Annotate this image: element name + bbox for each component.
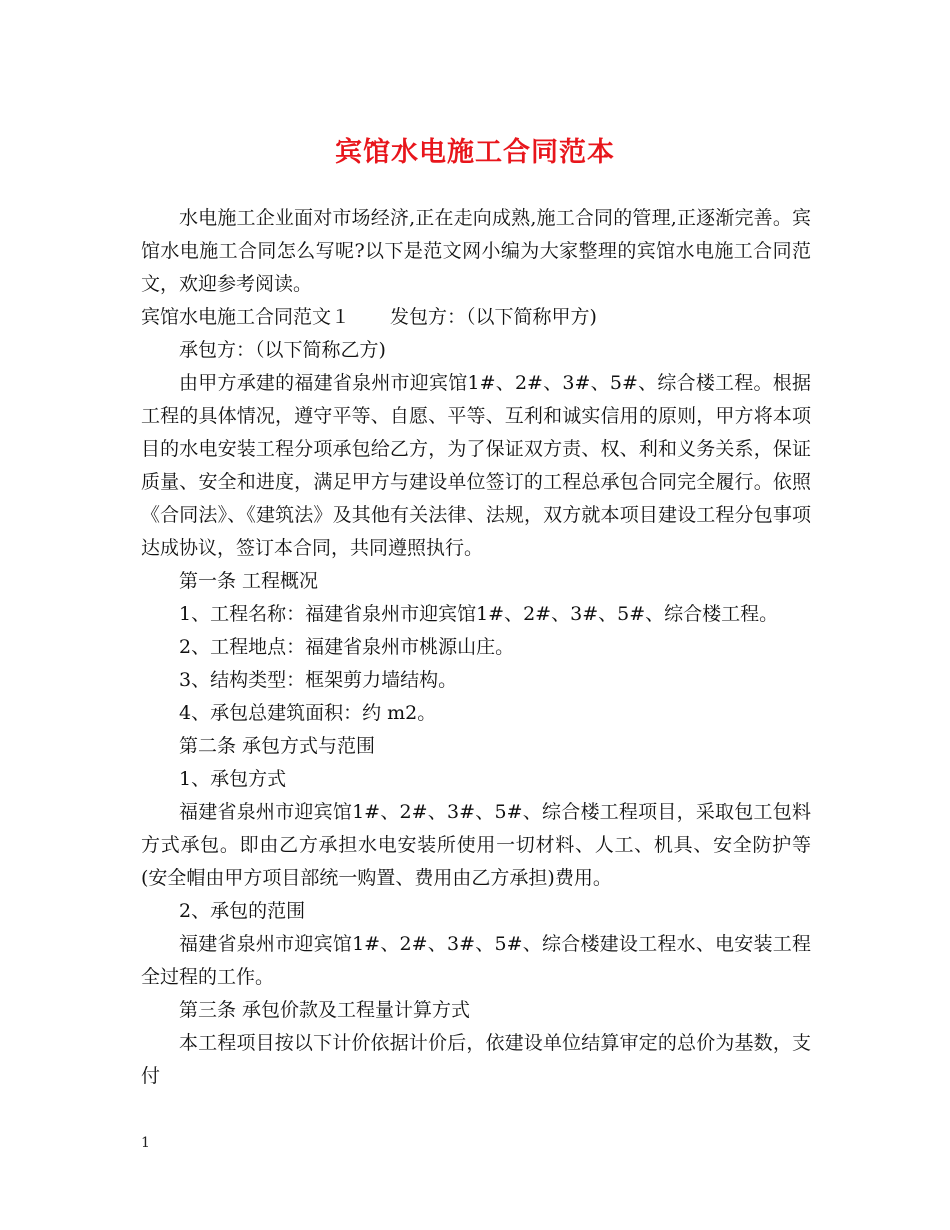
item-2-2: 2、承包的范围 [179,900,306,922]
sample-heading-line [141,301,811,334]
item-1-1: 1、工程名称：福建省泉州市迎宾馆1#、2#、3#、5#、综合楼工程。 [179,603,779,625]
paragraph-1: 由甲方承建的福建省泉州市迎宾馆1#、2#、3#、5#、综合楼工程。根据工程的具体情况，遵守平等、自愿、平等、互利和诚实信用的原则，甲方将本项目的水电安装工程分项承包给乙方，为了保证双方责、权、利和义务关系，保证质量、安全和进度，满足甲方与建设单位签订的工程总承包合同完全履行。依照《合同法》、《建筑法》及其他有关法律、法规，双方就本项目建设工程分包事项达成协议，签订本合同，共同遵照执行。 [141,372,811,559]
item-1-3: 3、结构类型：框架剪力墙结构。 [179,669,458,691]
article-2-heading: 第二条 承包方式与范围 [179,735,376,757]
article-3-heading: 第三条 承包价款及工程量计算方式 [179,999,471,1021]
item-1-2: 2、工程地点：福建省泉州市桃源山庄。 [179,636,515,658]
intro-paragraph: 水电施工企业面对市场经济,正在走向成熟,施工合同的管理,正逐渐完善。宾馆水电施工合同怎么写呢?以下是范文网小编为大家整理的宾馆水电施工合同范文，欢迎参考阅读。 [141,207,811,295]
item-2-1: 1、承包方式 [179,768,287,790]
party-a: 发包方：（以下简称甲方) [390,306,597,328]
item-1-4: 4、承包总建筑面积：约 m2。 [179,702,437,724]
party-b: 承包方：（以下简称乙方) [179,339,386,361]
article-1-heading: 第一条 工程概况 [179,570,319,592]
page-number: 1 [141,1135,150,1151]
paragraph-2-2: 福建省泉州市迎宾馆1#、2#、3#、5#、综合楼建设工程水、电安装工程全过程的工作。 [141,933,811,988]
paragraph-3: 本工程项目按以下计价依据计价后，依建设单位结算审定的总价为基数，支付 [141,1032,811,1087]
sample-heading: 宾馆水电施工合同范文１ [141,306,351,328]
document-body [141,202,811,1093]
paragraph-2-1: 福建省泉州市迎宾馆1#、2#、3#、5#、综合楼工程项目，采取包工包料方式承包。即由乙方承担水电安装所使用一切材料、人工、机具、安全防护等(安全帽由甲方项目部统一购置、费用由乙方承担)费用。 [141,801,811,889]
document-title: 宾馆水电施工合同范本 [335,137,615,168]
